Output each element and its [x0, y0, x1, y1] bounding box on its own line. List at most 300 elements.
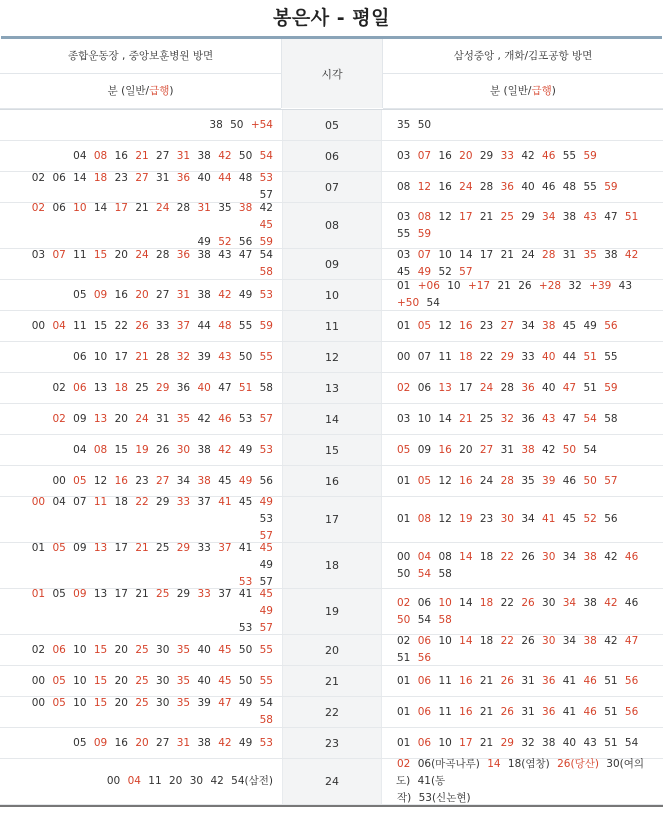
- minute-line: [51, 411, 274, 428]
- left-minutes-cell: [0, 404, 282, 434]
- hour-cell: 06: [282, 141, 382, 171]
- express-minute: 02: [397, 758, 411, 770]
- express-minute: 38: [197, 474, 211, 487]
- express-minute: 43: [218, 350, 232, 363]
- express-minute: 59: [259, 319, 273, 332]
- minute-line: [72, 442, 274, 459]
- express-minute: 18: [93, 172, 108, 184]
- right-minutes-cell: [382, 728, 663, 758]
- express-minute: 16: [459, 474, 473, 487]
- minute-list: [24, 247, 274, 281]
- minute-list: [396, 247, 657, 281]
- express-minute: 04: [127, 775, 141, 787]
- regular-minute: 38: [604, 249, 618, 261]
- minute-line: [396, 756, 657, 790]
- express-minute: 54: [583, 412, 597, 425]
- regular-minute: 53: [238, 622, 253, 634]
- regular-minute: 09: [73, 412, 87, 425]
- hour-cell: 11: [282, 311, 382, 341]
- express-minute: 20: [459, 149, 473, 162]
- regular-minute: 12: [438, 210, 452, 223]
- regular-minute: 25: [479, 412, 494, 425]
- minute-list: [396, 278, 657, 312]
- express-minute: 25: [135, 697, 149, 709]
- express-minute: 35: [176, 697, 191, 709]
- left-minutes-cell: [0, 466, 282, 496]
- hour-cell: 14: [282, 404, 382, 434]
- minute-list: [396, 411, 619, 428]
- express-minute: 08: [93, 443, 108, 456]
- right-minutes-cell: [382, 110, 663, 140]
- regular-minute: 03: [397, 149, 411, 162]
- minute-line: [396, 117, 432, 134]
- regular-minute: 00: [52, 474, 66, 487]
- minute-list: [208, 117, 274, 134]
- express-minute: 59: [604, 381, 618, 394]
- regular-minute: 27: [156, 288, 170, 301]
- regular-minute: 36: [521, 412, 535, 425]
- regular-minute: 42: [197, 412, 211, 425]
- express-minute: 49: [238, 474, 253, 487]
- table-row: [0, 435, 663, 466]
- regular-minute: 20: [114, 697, 128, 709]
- express-minute: 49: [259, 496, 273, 508]
- minute-list: [72, 287, 274, 304]
- left-minutes-cell: [0, 311, 282, 341]
- regular-minute: 41: [562, 705, 577, 718]
- express-minute: 15: [93, 674, 108, 687]
- express-legend: 급행: [149, 85, 170, 97]
- regular-minute: 58: [259, 381, 273, 394]
- regular-minute: 14: [438, 412, 452, 425]
- regular-minute: 52: [438, 266, 452, 278]
- express-minute: 32: [176, 350, 191, 363]
- minute-list: [72, 735, 274, 752]
- left-minutes-cell: [0, 728, 282, 758]
- express-minute: 46: [583, 705, 597, 718]
- right-minutes-cell: [382, 497, 663, 542]
- table-row: [0, 342, 663, 373]
- regular-minute: 00: [106, 775, 121, 787]
- regular-minute: 41: [562, 674, 577, 687]
- regular-minute: 51: [604, 705, 618, 718]
- express-minute: 31: [176, 288, 191, 301]
- express-minute: 06: [73, 381, 87, 394]
- minute-list: [72, 148, 274, 165]
- minute-list: [51, 411, 274, 428]
- express-minute: 25: [135, 674, 149, 687]
- regular-minute: 35: [397, 118, 411, 131]
- express-minute: 52: [583, 513, 597, 525]
- regular-minute: 10: [73, 674, 87, 687]
- express-minute: 29: [156, 381, 170, 394]
- express-minute: 59: [259, 236, 273, 248]
- regular-minute: 08: [438, 550, 452, 563]
- express-minute: 27: [479, 443, 494, 456]
- express-minute: 14: [487, 758, 501, 770]
- express-minute: 05: [417, 319, 432, 332]
- regular-minute: 57: [259, 189, 273, 201]
- express-minute: 38: [238, 202, 253, 214]
- right-minutes-cell: [382, 404, 663, 434]
- express-minute: 38: [583, 635, 597, 647]
- express-minute: 38: [521, 443, 535, 456]
- regular-minute: 20: [114, 643, 128, 656]
- right-direction-title: 삼성중앙 , 개화/김포공항 방면: [383, 39, 663, 74]
- regular-minute: 40: [197, 172, 211, 184]
- express-minute: 56: [624, 705, 639, 718]
- regular-minute: 47: [562, 412, 577, 425]
- minute-line: [396, 349, 619, 366]
- minute-line: [24, 540, 274, 574]
- express-minute: 00: [31, 496, 46, 508]
- regular-minute: 49: [238, 288, 253, 301]
- express-minute: 31: [176, 149, 191, 162]
- regular-minute: 18: [479, 550, 494, 563]
- regular-minute: 50: [238, 350, 253, 363]
- regular-minute: 21: [135, 202, 149, 214]
- regular-minute: 33: [521, 350, 535, 363]
- minute-line: [396, 704, 639, 721]
- regular-minute: 38: [197, 149, 211, 162]
- left-minutes-cell: [0, 666, 282, 696]
- regular-minute: 14: [459, 596, 473, 609]
- regular-minute: 51: [604, 674, 618, 687]
- express-minute: +17: [467, 280, 491, 292]
- regular-minute: 04: [73, 149, 87, 162]
- regular-minute: 05: [73, 288, 87, 301]
- regular-minute: 38: [209, 118, 223, 131]
- regular-minute: 31: [156, 172, 170, 184]
- express-minute: 58: [259, 714, 273, 726]
- express-minute: 28: [500, 474, 514, 487]
- regular-minute: 21: [497, 280, 511, 292]
- regular-minute: 37: [197, 496, 211, 508]
- express-legend: 급행: [531, 85, 552, 97]
- regular-minute: 45: [562, 513, 577, 525]
- regular-minute: 49: [197, 236, 211, 248]
- regular-minute: 30(여의도): [396, 758, 645, 787]
- hour-cell: 12: [282, 342, 382, 372]
- regular-minute: 50: [238, 149, 253, 162]
- regular-minute: 04: [73, 443, 87, 456]
- regular-minute: 34: [176, 474, 191, 487]
- regular-minute: 22: [114, 319, 128, 332]
- minute-line: [24, 586, 274, 620]
- express-minute: 13: [93, 412, 108, 425]
- regular-minute: 51: [604, 736, 618, 749]
- minute-line: [396, 411, 619, 428]
- minute-line: [51, 380, 274, 397]
- regular-minute: 15: [93, 319, 108, 332]
- regular-minute: 42: [604, 635, 618, 647]
- express-minute: 53: [238, 576, 253, 588]
- right-minutes-cell: [382, 435, 663, 465]
- regular-minute: 05: [52, 588, 66, 600]
- regular-minute: 28: [500, 381, 514, 394]
- regular-minute: 01: [397, 674, 411, 687]
- regular-minute: 27: [156, 149, 170, 162]
- regular-minute: 18: [114, 496, 128, 508]
- express-minute: 04: [417, 550, 432, 563]
- table-row: [0, 373, 663, 404]
- regular-minute: 00: [31, 697, 46, 709]
- regular-minute: 06: [417, 596, 432, 609]
- regular-minute: 58: [438, 567, 452, 580]
- regular-minute: 32: [521, 736, 535, 749]
- express-minute: 14: [459, 550, 473, 563]
- right-minutes-cell: [382, 589, 663, 634]
- regular-minute: 49: [259, 559, 273, 571]
- right-minute-legend: 분 (일반/급행): [383, 74, 663, 109]
- express-minute: 26: [500, 705, 514, 718]
- express-minute: +06: [417, 280, 440, 292]
- minute-line: [396, 633, 657, 667]
- regular-minute: 12: [438, 513, 452, 525]
- minute-line: [396, 595, 657, 629]
- time-column-header: 시각: [281, 39, 383, 108]
- regular-minute: 35: [218, 202, 232, 214]
- regular-minute: 43: [218, 249, 232, 261]
- regular-minute: 48: [562, 180, 577, 193]
- regular-minute: 14: [459, 249, 473, 261]
- right-minutes-cell: [382, 203, 663, 248]
- regular-minute: 35: [521, 474, 535, 487]
- hour-cell: 10: [282, 280, 382, 310]
- left-minutes-cell: [0, 373, 282, 403]
- express-minute: 36: [500, 180, 514, 193]
- minute-list: [396, 148, 598, 165]
- table-row: [0, 543, 663, 589]
- express-minute: 35: [176, 412, 191, 425]
- express-minute: 12: [417, 180, 432, 193]
- table-row: [0, 635, 663, 666]
- right-direction-header: [383, 39, 663, 109]
- regular-minute: 10: [438, 736, 452, 749]
- express-minute: 21: [135, 542, 149, 554]
- minute-line: [24, 247, 274, 281]
- hour-cell: 19: [282, 589, 382, 634]
- express-minute: 46: [624, 550, 639, 563]
- express-minute: 02: [31, 202, 46, 214]
- express-minute: 58: [259, 266, 273, 278]
- express-minute: 02: [397, 596, 411, 609]
- regular-minute: 48: [238, 172, 253, 184]
- express-minute: 53: [259, 736, 273, 749]
- express-minute: 26(당산): [557, 758, 599, 770]
- regular-minute: 56: [604, 513, 618, 525]
- regular-minute: 43: [583, 736, 597, 749]
- regular-minute: 44: [562, 350, 577, 363]
- express-minute: 38: [583, 550, 597, 563]
- minute-line: [396, 209, 657, 243]
- regular-minute: 18: [479, 635, 494, 647]
- regular-minute: 24: [521, 249, 535, 261]
- minute-list: [396, 318, 619, 335]
- minute-list: [396, 756, 657, 807]
- express-minute: 06: [417, 705, 432, 718]
- express-minute: 27: [156, 474, 170, 487]
- regular-minute: 26: [156, 443, 170, 456]
- left-minutes-cell: [0, 141, 282, 171]
- left-minutes-cell: [0, 589, 282, 634]
- express-minute: 41: [542, 513, 556, 525]
- regular-minute: 23: [135, 474, 149, 487]
- express-minute: 20: [135, 288, 149, 301]
- regular-minute: 40: [562, 736, 577, 749]
- express-minute: 05: [52, 697, 66, 709]
- express-minute: 57: [604, 474, 618, 487]
- regular-minute: 41(동: [417, 775, 446, 787]
- express-minute: 45: [259, 588, 273, 600]
- left-minutes-cell: [0, 342, 282, 372]
- express-minute: 55: [259, 350, 273, 363]
- minute-line: [396, 549, 657, 583]
- express-minute: 49: [259, 605, 273, 617]
- express-minute: 26: [500, 674, 514, 687]
- minute-list: [106, 773, 274, 790]
- express-minute: 54: [417, 567, 432, 580]
- hour-cell: 05: [282, 110, 382, 140]
- regular-minute: 06: [52, 172, 66, 184]
- regular-minute: 28: [479, 180, 494, 193]
- regular-minute: 20: [169, 775, 183, 787]
- minute-line: [396, 380, 619, 397]
- regular-minute: 15: [114, 443, 128, 456]
- express-minute: 21: [135, 350, 149, 363]
- regular-minute: 23: [479, 513, 494, 525]
- regular-minute: 26: [521, 550, 535, 563]
- minute-line: [72, 287, 274, 304]
- regular-minute: 01: [397, 736, 411, 749]
- minute-line: [72, 735, 274, 752]
- table-row: [0, 280, 663, 311]
- regular-minute: 54: [583, 443, 597, 456]
- regular-minute: 30: [542, 596, 556, 609]
- table-row: [0, 728, 663, 759]
- regular-minute: 46: [624, 596, 639, 609]
- express-minute: 06: [417, 674, 432, 687]
- regular-minute: 11: [438, 705, 452, 718]
- express-minute: 36: [176, 172, 191, 184]
- right-minutes-cell: [382, 172, 663, 202]
- express-minute: 22: [135, 496, 149, 508]
- minute-line: [396, 179, 619, 196]
- regular-minute: 51: [583, 381, 597, 394]
- minute-line: [396, 247, 657, 281]
- express-minute: 50: [583, 474, 597, 487]
- regular-minute: 04: [52, 496, 66, 508]
- regular-minute: 01: [397, 513, 411, 525]
- minute-list: [72, 442, 274, 459]
- regular-minute: 30: [156, 697, 170, 709]
- table-row: [0, 466, 663, 497]
- express-minute: 21: [135, 149, 149, 162]
- table-row: [0, 249, 663, 280]
- express-minute: 50: [397, 613, 411, 626]
- minute-line: [72, 148, 274, 165]
- regular-minute: 11: [438, 350, 452, 363]
- express-minute: 52: [218, 236, 232, 248]
- express-minute: 18: [479, 596, 494, 609]
- regular-minute: 43: [618, 280, 633, 292]
- right-minutes-cell: [382, 466, 663, 496]
- timetable: [0, 39, 663, 805]
- page-title: 봉은사 - 평일: [273, 7, 390, 29]
- regular-minute: 27: [156, 736, 170, 749]
- regular-minute: 23: [479, 319, 494, 332]
- minute-list: [24, 200, 274, 251]
- regular-minute: 01: [397, 705, 411, 718]
- minute-list: [396, 442, 598, 459]
- regular-minute: 56: [238, 236, 253, 248]
- hour-cell: 21: [282, 666, 382, 696]
- right-minutes-cell: [382, 759, 663, 804]
- table-row: [0, 110, 663, 141]
- minute-list: [396, 117, 432, 134]
- regular-minute: 51: [397, 652, 411, 664]
- regular-minute: 50: [397, 567, 411, 580]
- regular-minute: 11: [73, 249, 87, 261]
- right-minutes-cell: [382, 141, 663, 171]
- express-minute: 17: [114, 202, 128, 214]
- regular-minute: 29: [521, 210, 535, 223]
- hour-cell: 09: [282, 249, 382, 279]
- regular-minute: 38: [542, 736, 556, 749]
- right-minutes-cell: [382, 543, 663, 588]
- express-minute: 39: [542, 474, 556, 487]
- regular-minute: 10: [417, 412, 432, 425]
- minute-line: [24, 695, 274, 729]
- hour-cell: 13: [282, 373, 382, 403]
- regular-minute: 42: [521, 149, 535, 162]
- timetable-header: [0, 39, 663, 110]
- express-minute: 42: [218, 443, 232, 456]
- express-minute: 15: [93, 697, 108, 709]
- express-minute: 47: [218, 697, 232, 709]
- left-direction-header: [0, 39, 281, 109]
- regular-minute: 02: [52, 381, 66, 394]
- express-minute: 53: [259, 443, 273, 456]
- express-minute: 48: [218, 319, 232, 332]
- express-minute: 30: [542, 550, 556, 563]
- minute-line: [396, 673, 639, 690]
- express-minute: 17: [459, 210, 473, 223]
- timetable-body: [0, 110, 663, 805]
- express-minute: 20: [135, 736, 149, 749]
- express-minute: 06: [417, 736, 432, 749]
- hour-cell: 18: [282, 543, 382, 588]
- minute-list: [396, 209, 657, 243]
- express-minute: 59: [604, 180, 618, 193]
- regular-minute: 01: [397, 319, 411, 332]
- left-minute-legend: 분 (일반/급행): [0, 74, 281, 109]
- regular-minute: 07: [417, 350, 432, 363]
- express-minute: 25: [135, 643, 149, 656]
- minute-list: [31, 642, 274, 659]
- regular-minute: 40: [521, 180, 535, 193]
- express-minute: 16: [438, 443, 452, 456]
- regular-minute: 50: [238, 674, 253, 687]
- express-minute: 35: [176, 674, 191, 687]
- regular-minute: 47: [604, 210, 618, 223]
- minute-line: [31, 318, 274, 335]
- express-minute: 37: [218, 542, 232, 554]
- express-minute: 09: [93, 288, 108, 301]
- express-minute: 50: [562, 443, 577, 456]
- left-minutes-cell: [0, 249, 282, 279]
- regular-minute: 01: [397, 474, 411, 487]
